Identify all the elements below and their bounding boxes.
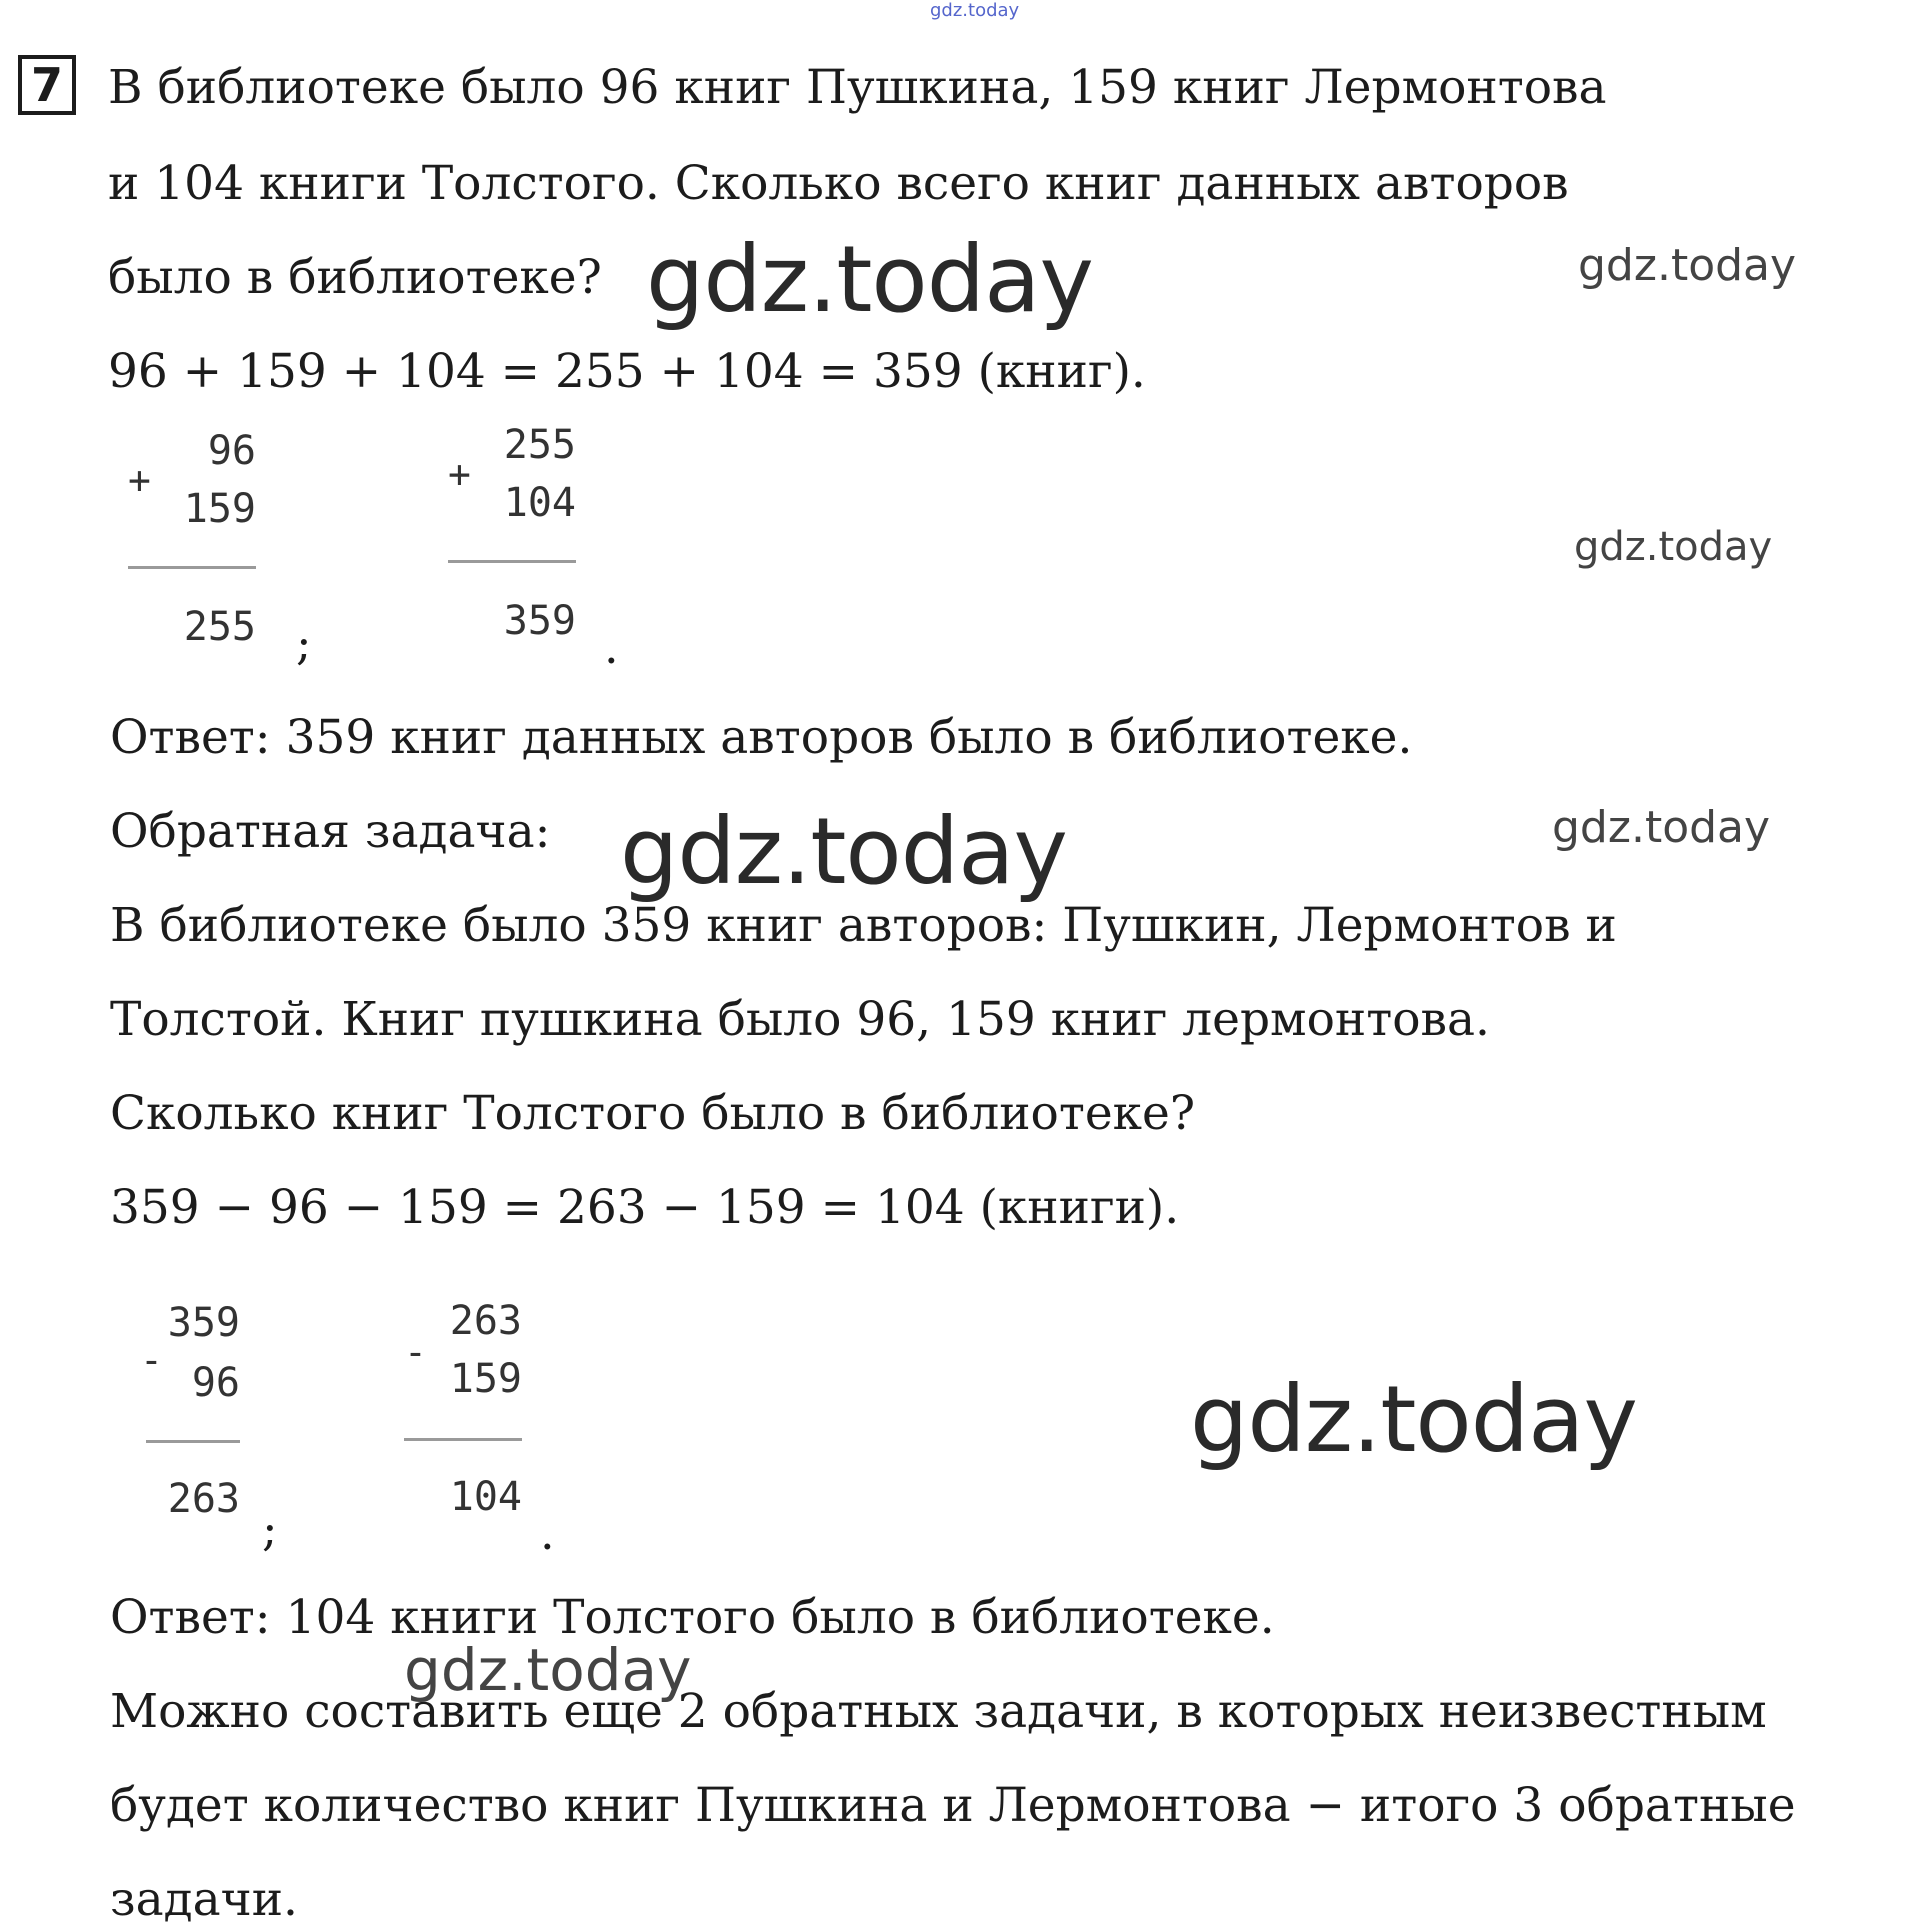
column-operator: -	[140, 1338, 163, 1382]
column-line	[128, 566, 256, 569]
conclusion-line-2: будет количество книг Пушкина и Лермонтова − итого 3 обратные	[110, 1778, 1796, 1833]
column-bottom-number: 104	[503, 480, 576, 526]
column-result: 263	[167, 1476, 240, 1522]
column-line	[448, 560, 576, 563]
column-line	[146, 1440, 240, 1443]
watermark-small: gdz.today	[1574, 524, 1773, 570]
watermark-large: gdz.today	[646, 226, 1093, 333]
watermark-small: gdz.today	[1552, 802, 1771, 853]
watermark-small: gdz.today	[1578, 240, 1797, 291]
watermark-large: gdz.today	[1190, 1366, 1637, 1473]
column-operator: -	[404, 1330, 427, 1374]
column-operator: +	[448, 452, 471, 496]
column-line	[404, 1438, 522, 1441]
conclusion-line-1: Можно составить еще 2 обратных задачи, в которых неизвестным	[110, 1684, 1767, 1739]
column-top-number: 359	[167, 1300, 240, 1346]
column-bottom-number: 159	[449, 1356, 522, 1402]
column-subtraction-2	[404, 1298, 522, 1548]
watermark-top: gdz.today	[930, 0, 1020, 21]
inverse-problem-line-2: Толстой. Книг пушкина было 96, 159 книг лермонтова.	[110, 992, 1490, 1047]
separator: ;	[296, 616, 312, 670]
column-bottom-number: 159	[183, 486, 256, 532]
problem-line-1: В библиотеке было 96 книг Пушкина, 159 книг Лермонтова	[108, 60, 1607, 115]
column-operator: +	[128, 458, 151, 502]
column-addition-1	[128, 428, 256, 678]
column-top-number: 255	[503, 422, 576, 468]
answer-2: Ответ: 104 книги Толстого было в библиотеке.	[110, 1590, 1275, 1645]
separator: .	[604, 620, 619, 674]
inverse-problem-heading: Обратная задача:	[110, 804, 551, 859]
column-subtraction-1	[140, 1300, 240, 1550]
column-top-number: 96	[207, 428, 256, 474]
problem-line-3: было в библиотеке?	[108, 250, 602, 305]
column-result: 255	[183, 604, 256, 650]
column-bottom-number: 96	[191, 1360, 240, 1406]
separator: .	[540, 1506, 555, 1560]
conclusion-line-3: задачи.	[110, 1872, 298, 1927]
column-result: 359	[503, 598, 576, 644]
inverse-solution-expression: 359 − 96 − 159 = 263 − 159 = 104 (книги).	[110, 1180, 1180, 1235]
column-top-number: 263	[449, 1298, 522, 1344]
column-addition-2	[448, 422, 576, 672]
answer-1: Ответ: 359 книг данных авторов было в библиотеке.	[110, 710, 1413, 765]
problem-line-2: и 104 книги Толстого. Сколько всего книг данных авторов	[108, 156, 1569, 211]
watermark-small: gdz.today	[404, 1636, 692, 1704]
inverse-problem-line-3: Сколько книг Толстого было в библиотеке?	[110, 1086, 1196, 1141]
separator: ;	[262, 1502, 278, 1556]
problem-number-badge: 7	[18, 55, 76, 115]
column-result: 104	[449, 1474, 522, 1520]
watermark-large: gdz.today	[620, 798, 1067, 905]
solution-expression: 96 + 159 + 104 = 255 + 104 = 359 (книг).	[108, 344, 1146, 399]
inverse-problem-line-1: В библиотеке было 359 книг авторов: Пушкин, Лермонтов и	[110, 898, 1617, 953]
